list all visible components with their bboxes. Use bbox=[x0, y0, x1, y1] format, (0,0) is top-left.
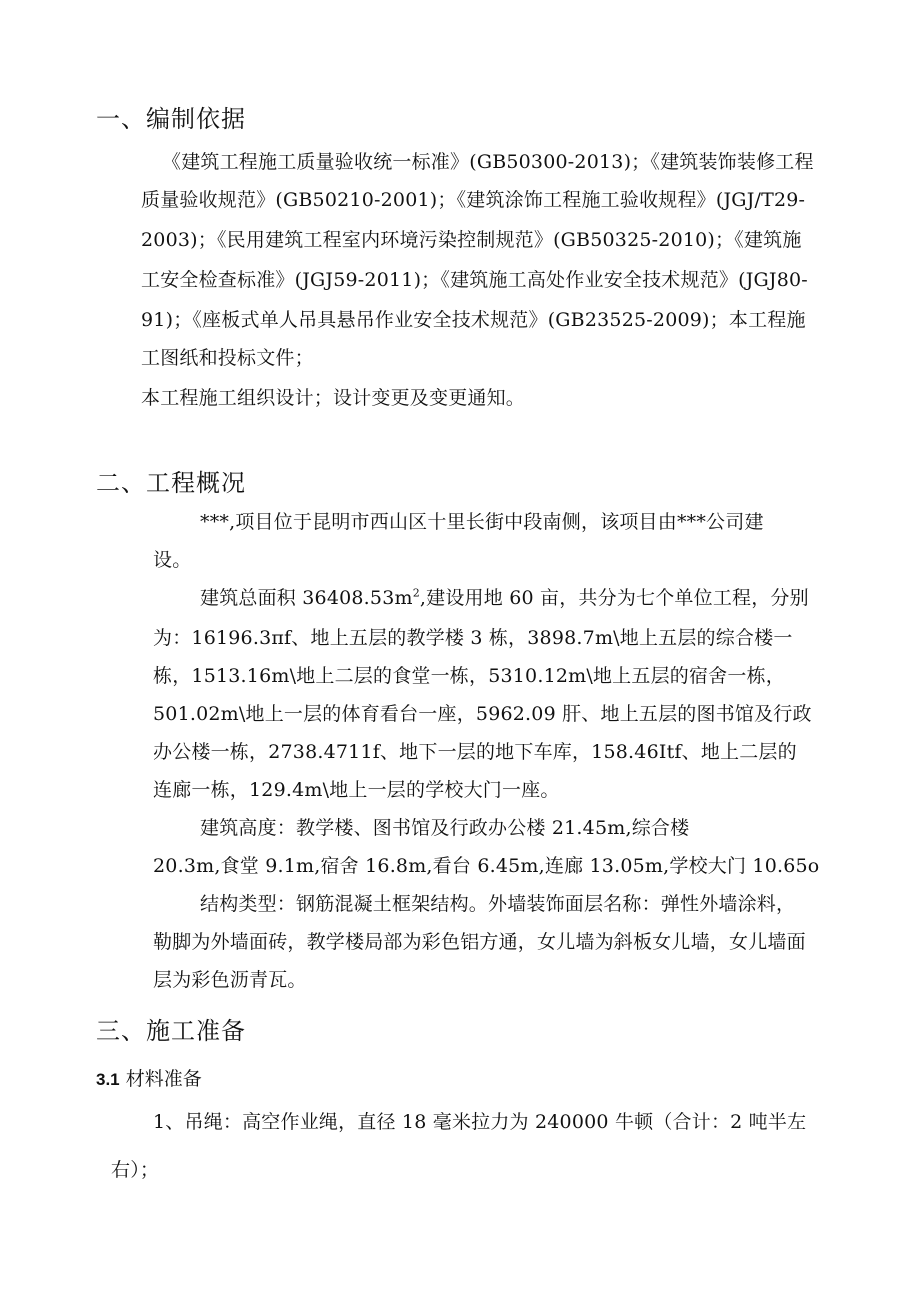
overview-p3-line-2: 20.3m,食堂 9.1m,宿舍 16.8m,看台 6.45m,连廊 13.05m,学校大门 10.65o bbox=[153, 855, 820, 877]
overview-p3-line-1: 建筑高度：教学楼、图书馆及行政办公楼 21.45m,综合楼 bbox=[200, 817, 690, 839]
materials-item-1-line-1: 1、吊绳：高空作业绳，直径 18 毫米拉力为 240000 牛顿（合计：2 吨半左 bbox=[153, 1111, 807, 1133]
overview-p4-line-3: 层为彩色沥青瓦。 bbox=[153, 969, 307, 991]
basis-line-3: 2003)；《民用建筑工程室内环境污染控制规范》(GB50325-2010)；《建筑施 bbox=[141, 229, 802, 251]
basis-line-1: 《建筑工程施工质量验收统一标准》(GB50300-2013)；《建筑装饰装修工程 bbox=[162, 151, 814, 173]
overview-p2-line-3: 栋，1513.16m\地上二层的食堂一栋，5310.12m\地上五层的宿舍一栋， bbox=[153, 665, 785, 687]
section-heading-overview: 二、工程概况 bbox=[96, 469, 246, 497]
overview-p2-line-2: 为：16196.3πf、地上五层的教学楼 3 栋，3898.7m\地上五层的综合楼一 bbox=[153, 627, 793, 649]
subsection-title: 材料准备 bbox=[125, 1068, 202, 1090]
overview-p1-line-1: ***,项目位于昆明市西山区十里长街中段南侧，该项目由***公司建 bbox=[200, 511, 764, 533]
basis-line-5: 91)；《座板式单人吊具悬吊作业安全技术规范》(GB23525-2009)；本工程施 bbox=[141, 309, 806, 331]
basis-line-7: 本工程施工组织设计；设计变更及变更通知。 bbox=[141, 387, 526, 409]
subsection-heading-materials bbox=[96, 1066, 202, 1093]
section-heading-preparation: 三、施工准备 bbox=[96, 1017, 246, 1045]
area-superscript: 2 bbox=[412, 586, 420, 600]
overview-p2-line-4: 501.02m\地上一层的体育看台一座，5962.09 肝、地上五层的图书馆及行政 bbox=[153, 703, 812, 725]
section-heading-basis: 一、编制依据 bbox=[96, 105, 246, 133]
area-text-rest: ,建设用地 60 亩，共分为七个单位工程，分别 bbox=[419, 587, 809, 609]
basis-line-6: 工图纸和投标文件； bbox=[141, 347, 314, 369]
overview-p4-line-1: 结构类型：钢筋混凝土框架结构。外墙装饰面层名称：弹性外墙涂料， bbox=[200, 893, 796, 915]
subsection-number: 3.1 bbox=[96, 1070, 120, 1089]
area-text: 建筑总面积 36408.53m bbox=[200, 587, 413, 609]
overview-p4-line-2: 勒脚为外墙面砖，教学楼局部为彩色铝方通，女儿墙为斜板女儿墙，女儿墙面 bbox=[153, 931, 806, 953]
basis-line-4: 工安全检查标准》(JGJ59-2011)；《建筑施工高处作业安全技术规范》(JGJ80- bbox=[141, 269, 808, 291]
basis-line-2: 质量验收规范》(GB50210-2001)；《建筑涂饰工程施工验收规程》(JGJ/T29- bbox=[141, 189, 806, 211]
overview-p2-line-1 bbox=[200, 586, 809, 610]
overview-p2-line-5: 办公楼一栋，2738.4711f、地下一层的地下车库，158.46Itf、地上二层的 bbox=[153, 741, 797, 763]
overview-p1-line-2: 设。 bbox=[153, 549, 192, 571]
overview-p2-line-6: 连廊一栋，129.4m\地上一层的学校大门一座。 bbox=[153, 779, 560, 801]
materials-item-1-line-2: 右）； bbox=[111, 1159, 160, 1181]
